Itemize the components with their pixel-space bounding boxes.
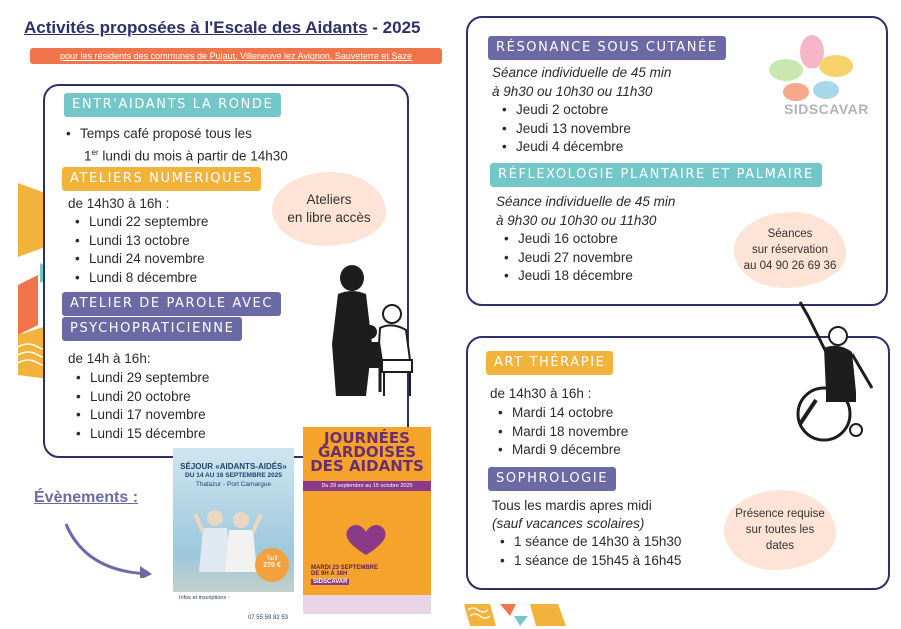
poster2-date-2: DE 9H À 16H (311, 571, 348, 577)
poster1-footer-text: Infos et inscriptions : (179, 595, 230, 601)
reservation-phone: au 04 90 26 69 36 (743, 260, 837, 272)
communes-banner: pour les résidents des communes de Pujaut, Villeneuve lez Avignon, Sauveterre et Saze (30, 48, 442, 64)
ateliers-numeriques-dates (73, 213, 208, 288)
list-item: • Jeudi 4 décembre (500, 138, 631, 157)
poster2-title-2: GARDOISES (317, 443, 417, 461)
atelier-parole-dates (74, 369, 209, 444)
reflexologie-label: RÉFLEXOLOGIE PLANTAIRE ET PALMAIRE (490, 163, 822, 187)
list-item: • Lundi 13 octobre (73, 232, 208, 251)
libre-acces-blob (272, 172, 386, 246)
list-item: • Jeudi 18 décembre (502, 267, 633, 286)
events-heading: Évènements : (34, 489, 139, 506)
list-item: • Jeudi 2 octobre (500, 101, 631, 120)
reservation-line1: Séances (767, 228, 813, 240)
page-title (24, 18, 421, 38)
list-item: • Mardi 18 novembre (496, 423, 628, 442)
events-arrow-icon (60, 518, 162, 578)
entraidants-line2-text: lundi du mois à partir de 14h30 (98, 148, 288, 164)
presence-line1: Présence requise (735, 508, 825, 520)
tarif-value: 270 € (263, 562, 281, 569)
poster1-phone: 07 55 59 82 53 (247, 615, 288, 621)
family-illustration (322, 262, 418, 402)
resonance-dates (500, 101, 631, 157)
libre-acces-line1: Ateliers (306, 192, 352, 207)
list-item: • Lundi 15 décembre (74, 425, 209, 444)
atelier-parole-label-2: PSYCHOPRATICIENNE (62, 317, 242, 341)
sidscavar-logo-text: SIDSCAVAR (784, 101, 869, 117)
list-item: • Jeudi 13 novembre (500, 120, 631, 139)
presence-line2: sur toutes les (745, 524, 815, 536)
sophrologie-line2: (sauf vacances scolaires) (492, 516, 645, 531)
entraidants-line2 (84, 144, 288, 166)
libre-acces-line2: en libre accès (287, 210, 371, 225)
list-item: • Mardi 9 décembre (496, 441, 628, 460)
list-item: • Lundi 20 octobre (74, 388, 209, 407)
presence-blob (724, 490, 836, 570)
poster1-footer (173, 592, 294, 626)
tarif-label: Tarif (266, 556, 278, 562)
list-item: • Lundi 24 novembre (73, 250, 208, 269)
poster1-place: Thalazur - Port Camargue (195, 481, 272, 488)
list-item: • Lundi 22 septembre (73, 213, 208, 232)
entraidants-list (64, 125, 252, 144)
entraidants-line1: • Temps café proposé tous les (64, 125, 252, 144)
poster-journees-gardoises[interactable] (303, 427, 431, 614)
list-item: • Lundi 17 novembre (74, 406, 209, 425)
poster2-date (311, 565, 423, 585)
sophrologie-label: SOPHROLOGIE (488, 467, 616, 491)
poster2-org: SIDSCAVAR (313, 579, 348, 585)
poster2-bottom-band (303, 595, 431, 614)
ateliers-numeriques-label: ATELIERS NUMERIQUES (62, 167, 261, 191)
list-item: • Jeudi 27 novembre (502, 249, 633, 268)
poster2-title-3: DES AIDANTS (310, 457, 424, 475)
title-year: - 2025 (367, 18, 421, 37)
sophrologie-sessions (498, 533, 681, 570)
reservation-line2: sur réservation (751, 244, 829, 256)
resonance-desc2: à 9h30 ou 10h30 ou 11h30 (492, 84, 653, 99)
wheelchair-illustration (776, 296, 880, 446)
poster2-date-1: MARDI 23 SEPTEMBRE (311, 565, 379, 571)
list-item: • Lundi 29 septembre (74, 369, 209, 388)
entraidants-label: ENTR'AIDANTS LA RONDE (64, 93, 281, 117)
list-item: • 1 séance de 14h30 à 15h30 (498, 533, 681, 552)
list-item: • Lundi 8 décembre (73, 269, 208, 288)
poster2-hearts-icon (341, 523, 391, 557)
reflexologie-desc2: à 9h30 ou 10h30 ou 11h30 (496, 213, 657, 228)
decorative-shapes-bottom (462, 600, 582, 628)
title-main: Activités proposées à l'Escale des Aidants (24, 18, 368, 37)
sophrologie-line1: Tous les mardis apres midi (492, 498, 652, 513)
reflexologie-desc1: Séance individuelle de 45 min (496, 194, 676, 209)
poster-sejour-aidants[interactable] (173, 448, 294, 626)
atelier-parole-label-1: ATELIER DE PAROLE AVEC (62, 292, 281, 316)
poster1-people-icon (193, 506, 263, 576)
art-therapie-dates (496, 404, 628, 460)
poster1-tarif-badge (255, 548, 289, 582)
atelier-parole-time: de 14h à 16h: (68, 351, 151, 366)
list-item: • Mardi 14 octobre (496, 404, 628, 423)
reflexologie-dates (502, 230, 633, 286)
ateliers-numeriques-time: de 14h30 à 16h : (68, 196, 170, 211)
reservation-blob (734, 212, 846, 288)
poster1-title: SÉJOUR «AIDANTS-AIDÉS» (180, 462, 287, 471)
list-item: • Jeudi 16 octobre (502, 230, 633, 249)
poster1-dates: DU 14 AU 16 SEPTEMBRE 2025 (185, 472, 282, 479)
resonance-label: RÉSONANCE SOUS CUTANÉE (488, 36, 726, 60)
poster2-title-1: JOURNÉES (324, 429, 410, 447)
poster2-band: Du 29 septembre au 15 octobre 2025 (303, 481, 431, 491)
art-therapie-time: de 14h30 à 16h : (490, 386, 592, 401)
resonance-desc1: Séance individuelle de 45 min (492, 65, 672, 80)
art-therapie-label: ART THÉRAPIE (486, 351, 613, 375)
first-number: 1 (84, 148, 92, 164)
first-sup: er (91, 148, 99, 157)
list-item: • 1 séance de 15h45 à 16h45 (498, 552, 681, 571)
presence-line3: dates (765, 540, 795, 552)
poster2-title (307, 431, 427, 473)
